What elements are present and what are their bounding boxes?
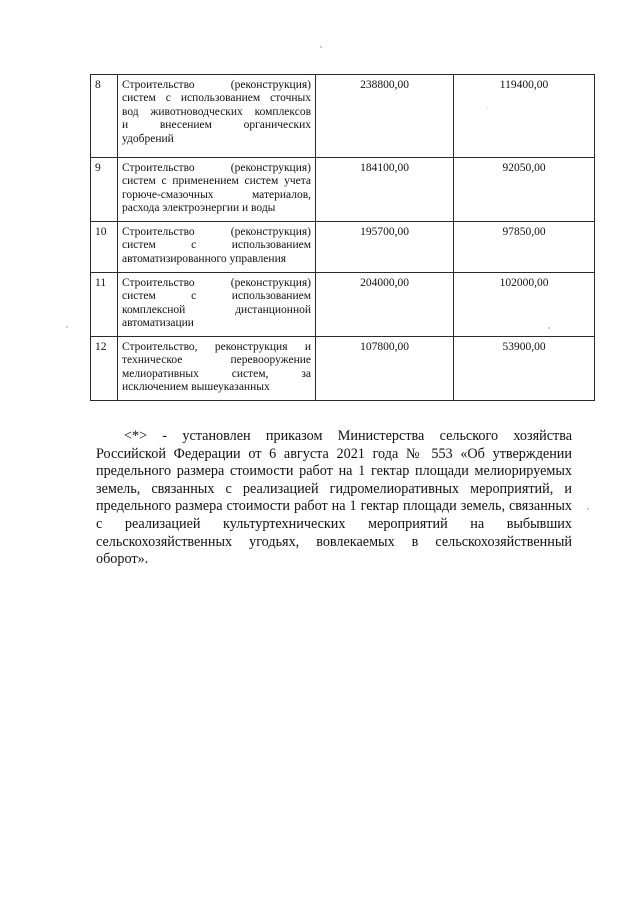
- work-name-line: систем с применением систем учета: [122, 175, 311, 188]
- footnote-line: земель, связанных с реализацией гидромелиоративных мероприятий, и: [96, 480, 572, 497]
- scan-speck: [320, 46, 322, 48]
- footnote-line: оборот».: [96, 551, 149, 568]
- footnote-paragraph: [96, 428, 572, 569]
- work-name-line: Строительство (реконструкция): [122, 79, 311, 91]
- work-name-line: автоматизированного управления: [122, 252, 287, 265]
- work-name-line: комплексной дистанционной: [122, 303, 311, 316]
- work-name-line: горюче-смазочных материалов,: [122, 188, 311, 201]
- footnote-line: <*> - установлен приказом Министерства сельского хозяйства: [124, 428, 572, 444]
- table-row: [91, 75, 595, 158]
- cost-value-cell: 184100,00: [316, 158, 454, 222]
- footnote-line: предельного размера стоимости работ на 1 гектар площади мелиорируемых: [96, 463, 572, 480]
- work-name-line: техническое перевооружение: [122, 354, 311, 367]
- row-number: 12: [91, 337, 118, 401]
- work-name-line: и внесением органических: [122, 119, 311, 132]
- table-row: [91, 273, 595, 337]
- subsidy-value-cell: 92050,00: [454, 158, 595, 222]
- footnote-line: предельного размера стоимости работ на 1 гектар площади земель, связанных: [96, 498, 572, 515]
- work-name-cell: [118, 273, 316, 337]
- work-name-cell: [118, 222, 316, 273]
- work-name-line: исключением вышеуказанных: [122, 381, 270, 394]
- cost-value-cell: 238800,00: [316, 75, 454, 158]
- work-name-line: Строительство (реконструкция): [122, 226, 311, 238]
- work-name-line: расхода электроэнергии и воды: [122, 202, 276, 215]
- subsidy-value-cell: 119400,00: [454, 75, 595, 158]
- row-number: 8: [91, 75, 118, 158]
- table-row: [91, 222, 595, 273]
- row-number: 11: [91, 273, 118, 337]
- row-number: 10: [91, 222, 118, 273]
- scan-speck: [66, 326, 68, 328]
- table-row: [91, 158, 595, 222]
- work-name-line: систем с использованием сточных: [122, 92, 311, 105]
- subsidy-value-cell: 102000,00: [454, 273, 595, 337]
- work-name-cell: [118, 75, 316, 158]
- scan-speck: [548, 327, 550, 329]
- work-name-line: Строительство (реконструкция): [122, 162, 311, 174]
- subsidy-value-cell: 53900,00: [454, 337, 595, 401]
- work-name-line: мелиоративных систем, за: [122, 367, 311, 380]
- work-name-cell: [118, 158, 316, 222]
- work-name-line: удобрений: [122, 132, 174, 145]
- work-name-cell: [118, 337, 316, 401]
- work-name-line: систем с использованием: [122, 239, 311, 252]
- work-name-line: Строительство, реконструкция и: [122, 341, 311, 353]
- table-row: [91, 337, 595, 401]
- work-name-line: Строительство (реконструкция): [122, 277, 311, 289]
- work-name-line: систем с использованием: [122, 290, 311, 303]
- subsidy-value-cell: 97850,00: [454, 222, 595, 273]
- scan-speck: [587, 508, 589, 510]
- cost-table: [90, 74, 595, 401]
- scan-speck: [487, 108, 488, 109]
- cost-value-cell: 204000,00: [316, 273, 454, 337]
- cost-value-cell: 107800,00: [316, 337, 454, 401]
- footnote-line: с реализацией культуртехнических мероприятий на выбывших: [96, 515, 572, 532]
- footnote-line: Российской Федерации от 6 августа 2021 года № 553 «Об утверждении: [96, 445, 572, 462]
- row-number: 9: [91, 158, 118, 222]
- footnote-line: сельскохозяйственных угодьях, вовлекаемых в сельскохозяйственный: [96, 533, 572, 550]
- work-name-line: автоматизации: [122, 317, 194, 330]
- cost-value-cell: 195700,00: [316, 222, 454, 273]
- work-name-line: вод животноводческих комплексов: [122, 105, 311, 118]
